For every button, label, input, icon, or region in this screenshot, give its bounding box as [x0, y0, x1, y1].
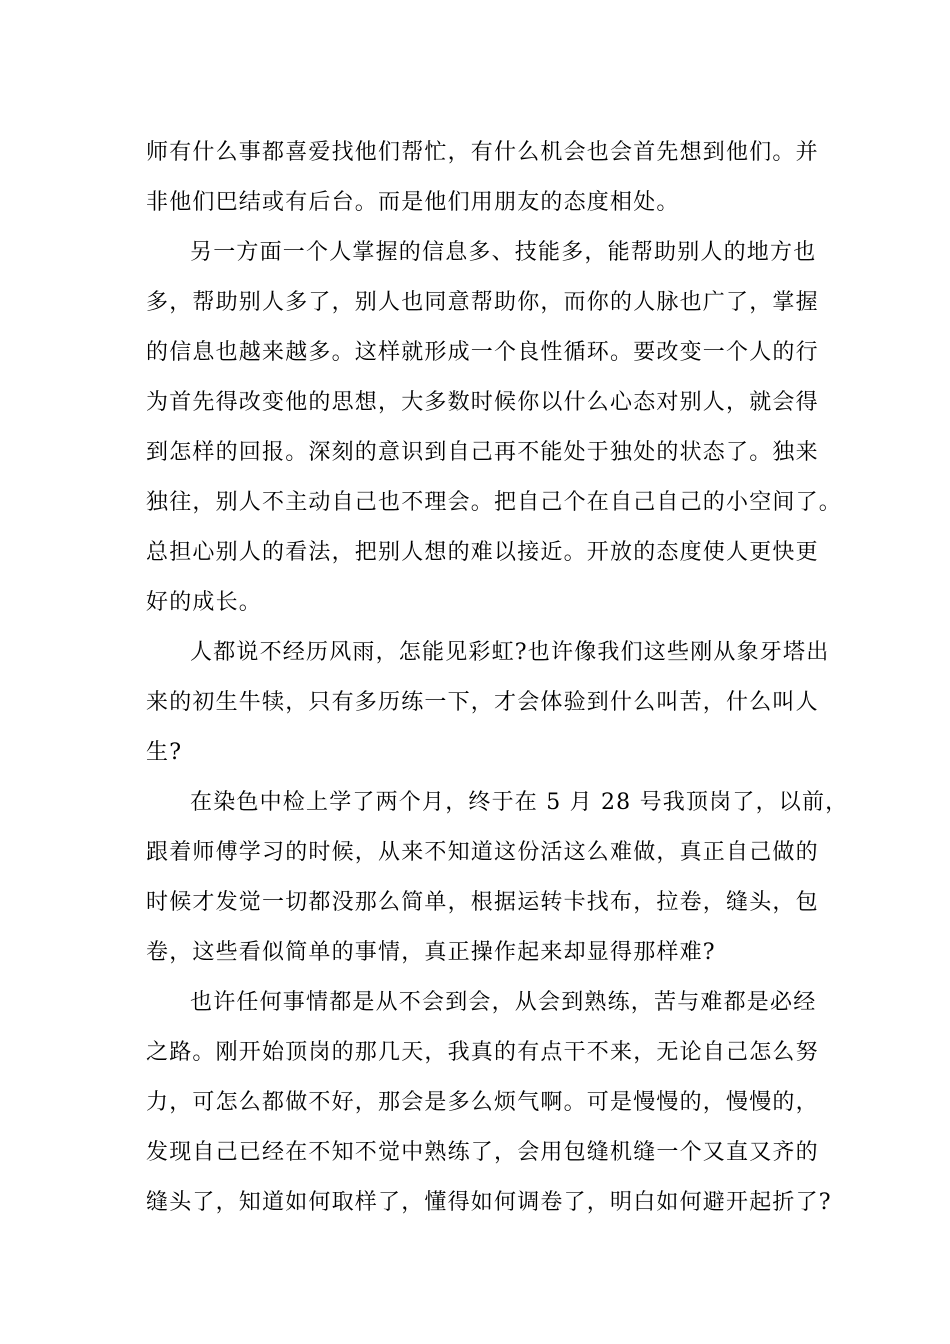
text-line: 人都说不经历风雨，怎能见彩虹?也许像我们这些刚从象牙塔出	[190, 640, 830, 665]
text-line: 另一方面一个人掌握的信息多、技能多，能帮助别人的地方也	[190, 240, 817, 265]
text-line: 在染色中检上学了两个月，终于在 5 月 28 号我顶岗了，以前，	[190, 790, 849, 815]
text-line: 非他们巴结或有后台。而是他们用朋友的态度相处。	[146, 190, 680, 215]
text-line: 总担心别人的看法，把别人想的难以接近。开放的态度使人更快更	[146, 540, 819, 565]
text-line: 缝头了，知道如何取样了，懂得如何调卷了，明白如何避开起折了?	[146, 1190, 832, 1215]
text-line: 跟着师傅学习的时候，从来不知道这份活这么难做，真正自己做的	[146, 840, 819, 865]
text-line: 好的成长。	[146, 590, 263, 615]
text-line: 力，可怎么都做不好，那会是多么烦气啊。可是慢慢的，慢慢的，	[146, 1090, 819, 1115]
text-line: 发现自己已经在不知不觉中熟练了，会用包缝机缝一个又直又齐的	[146, 1140, 819, 1165]
text-line: 多，帮助别人多了，别人也同意帮助你，而你的人脉也广了，掌握	[146, 290, 819, 315]
text-line: 卷，这些看似简单的事情，真正操作起来却显得那样难?	[146, 940, 716, 965]
text-line: 为首先得改变他的思想，大多数时候你以什么心态对别人，就会得	[146, 390, 819, 415]
text-line: 时候才发觉一切都没那么简单，根据运转卡找布，拉卷，缝头，包	[146, 890, 819, 915]
text-line: 的信息也越来越多。这样就形成一个良性循环。要改变一个人的行	[146, 340, 819, 365]
text-line: 独往，别人不主动自己也不理会。把自己个在自己自己的小空间了。	[146, 490, 843, 515]
text-line: 生?	[146, 740, 183, 765]
text-line: 之路。刚开始顶岗的那几天，我真的有点干不来，无论自己怎么努	[146, 1040, 819, 1065]
text-line: 到怎样的回报。深刻的意识到自己再不能处于独处的状态了。独来	[146, 440, 819, 465]
text-line: 也许任何事情都是从不会到会，从会到熟练，苦与难都是必经	[190, 990, 817, 1015]
text-line: 师有什么事都喜爱找他们帮忙，有什么机会也会首先想到他们。并	[146, 140, 819, 165]
body-text	[146, 128, 849, 1228]
text-line: 来的初生牛犊，只有多历练一下，才会体验到什么叫苦，什么叫人	[146, 690, 819, 715]
